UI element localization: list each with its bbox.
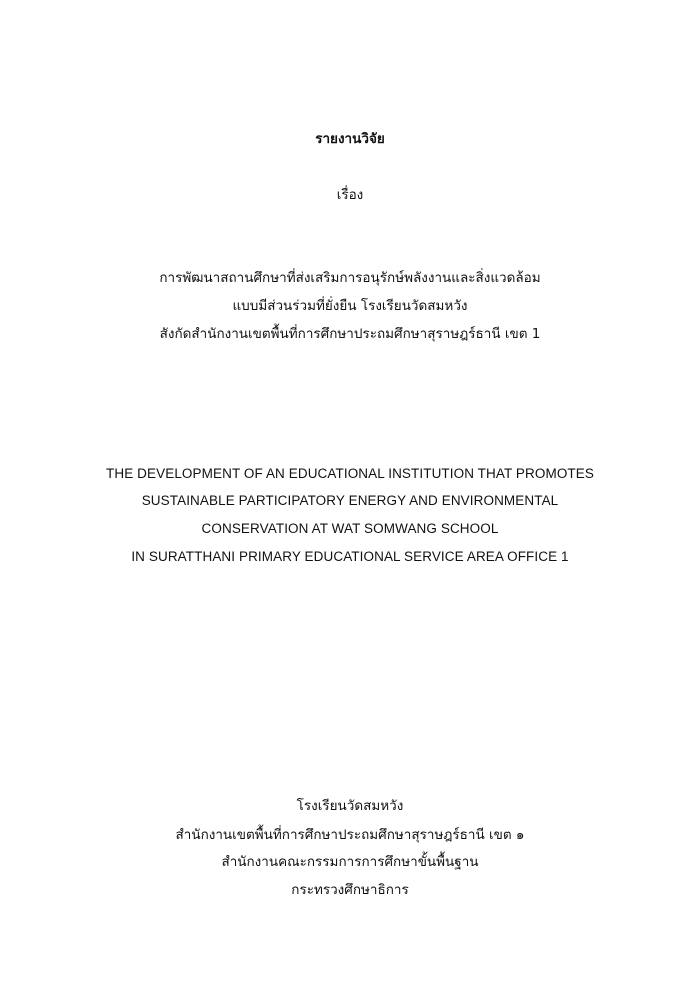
thai-title-line-1: การพัฒนาสถานศึกษาที่ส่งเสริมการอนุรักษ์พลังงานและสิ่งแวดล้อม (159, 270, 541, 286)
report-heading: รายงานวิจัย (315, 131, 385, 147)
english-title-line-3: CONSERVATION AT WAT SOMWANG SCHOOL (201, 521, 499, 536)
organization-school: โรงเรียนวัดสมหวัง (296, 798, 404, 814)
english-title-line-1: THE DEVELOPMENT OF AN EDUCATIONAL INSTITUTION THAT PROMOTES (106, 466, 594, 481)
organization-area-office: สำนักงานเขตพื้นที่การศึกษาประถมศึกษาสุราษฎร์ธานี เขต ๑ (175, 827, 525, 843)
english-title-line-2: SUSTAINABLE PARTICIPATORY ENERGY AND ENVIRONMENTAL (141, 493, 559, 508)
english-title-line-4: IN SURATTHANI PRIMARY EDUCATIONAL SERVICE AREA OFFICE 1 (131, 549, 569, 564)
thai-title-line-3: สังกัดสำนักงานเขตพื้นที่การศึกษาประถมศึกษาสุราษฎร์ธานี เขต 1 (159, 326, 541, 342)
organization-ministry: กระทรวงศึกษาธิการ (291, 882, 409, 898)
organization-commission: สำนักงานคณะกรรมการการศึกษาขั้นพื้นฐาน (221, 854, 479, 870)
thai-title-line-2: แบบมีส่วนร่วมที่ยั่งยืน โรงเรียนวัดสมหวัง (232, 298, 468, 314)
subject-label: เรื่อง (336, 187, 364, 203)
